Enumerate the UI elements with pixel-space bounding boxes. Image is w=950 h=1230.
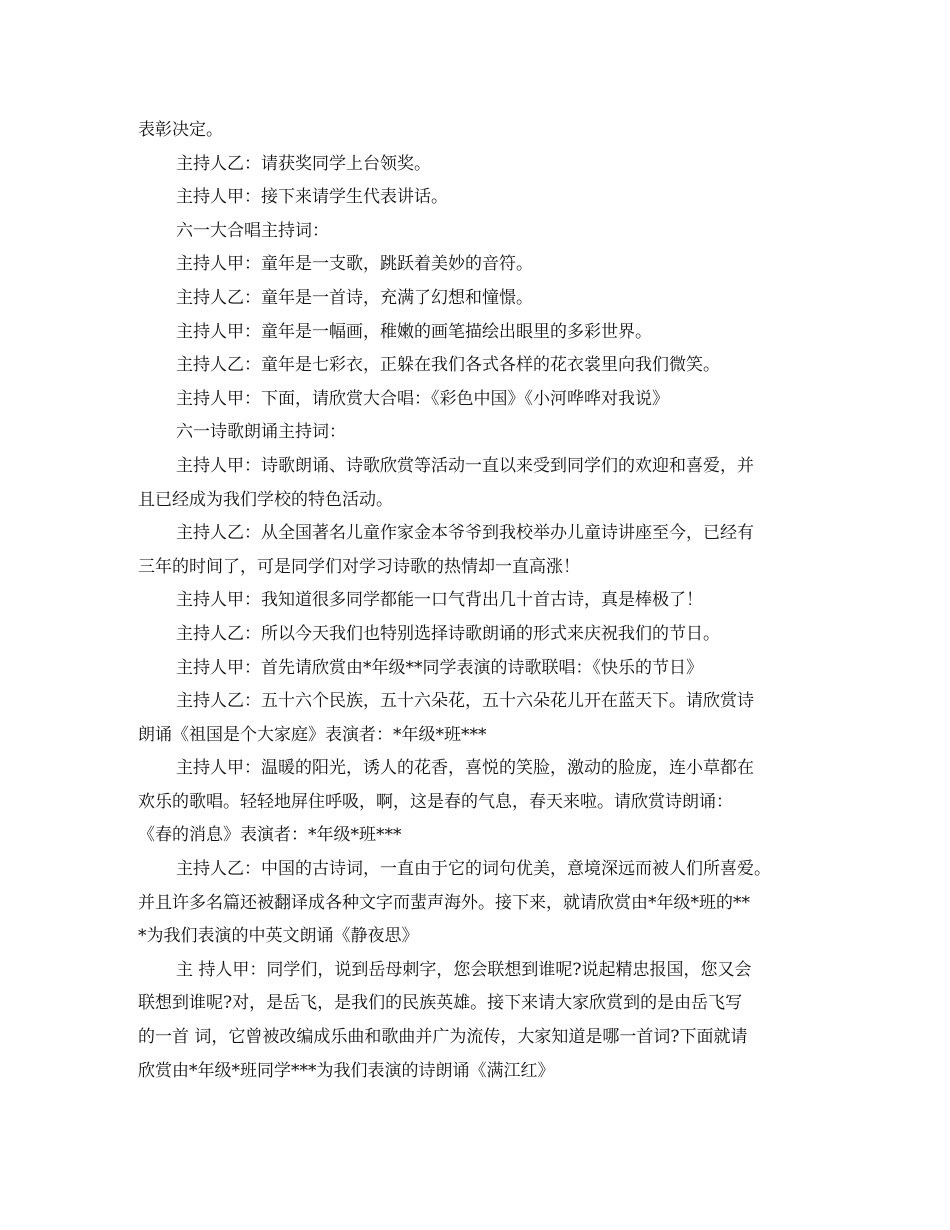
text-line: 朗诵《祖国是个大家庭》表演者：*年级*班***: [138, 724, 487, 745]
text-line: 且已经成为我们学校的特色活动。: [138, 489, 393, 510]
document-body: [138, 114, 818, 1088]
text-line: 主持人乙：所以今天我们也特别选择诗歌朗诵的形式来庆祝我们的节日。: [176, 623, 720, 644]
text-line: 并且许多名篇还被翻译成各种文字而蜚声海外。接下来，就请欣赏由*年级*班的**: [138, 892, 750, 913]
text-line: 主持人甲：童年是一幅画，稚嫩的画笔描绘出眼里的多彩世界。: [176, 321, 652, 342]
text-line: 主持人甲：诗歌朗诵、诗歌欣赏等活动一直以来受到同学们的欢迎和喜爱，并: [176, 455, 754, 476]
text-line: 主持人甲：接下来请学生代表讲话。: [176, 187, 448, 208]
text-line: 主持人甲：下面，请欣赏大合唱：《彩色中国》《小河哗哗对我说》: [176, 388, 669, 409]
text-line: 主持人乙：童年是七彩衣，正躲在我们各式各样的花衣裳里向我们微笑。: [176, 355, 720, 376]
text-line: 联想到谁呢?对，是岳飞，是我们的民族英雄。接下来请大家欣赏到的是由岳飞写: [138, 993, 743, 1014]
text-line: 主持人甲：温暖的阳光，诱人的花香，喜悦的笑脸，激动的脸庞，连小草都在: [176, 758, 754, 779]
text-line: 表彰决定。: [138, 120, 223, 140]
section-heading: 六一诗歌朗诵主持词：: [176, 422, 346, 443]
text-line: 主持人甲：童年是一支歌，跳跃着美妙的音符。: [176, 254, 533, 275]
text-line: 三年的时间了，可是同学们对学习诗歌的热情却一直高涨！: [138, 556, 580, 577]
text-line: 《春的消息》表演者：*年级*班***: [138, 825, 402, 846]
text-line: 主持人乙：请获奖同学上台领奖。: [176, 153, 431, 174]
text-line: 欣赏由*年级*班同学***为我们表演的诗朗诵《满江红》: [138, 1060, 555, 1081]
text-line: 主持人乙：中国的古诗词，一直由于它的词句优美，意境深远而被人们所喜爱。: [176, 859, 771, 880]
text-line: 欢乐的歌唱。轻轻地屏住呼吸，啊，这是春的气息，春天来啦。请欣赏诗朗诵：: [138, 791, 733, 812]
text-line: 主持人乙：五十六个民族，五十六朵花，五十六朵花儿开在蓝天下。请欣赏诗: [176, 691, 754, 712]
text-line: 主 持人甲：同学们，说到岳母刺字，您会联想到谁呢?说起精忠报国，您又会: [176, 959, 752, 980]
text-line: 主持人乙：童年是一首诗，充满了幻想和憧憬。: [176, 287, 533, 308]
text-line: 主持人甲：首先请欣赏由*年级**同学表演的诗歌联唱：《快乐的节日》: [176, 657, 703, 678]
text-line: 主持人乙：从全国著名儿童作家金本爷爷到我校举办儿童诗讲座至今，已经有: [176, 523, 754, 544]
section-heading: 六一大合唱主持词：: [176, 220, 329, 241]
text-line: *为我们表演的中英文朗诵《静夜思》: [138, 926, 419, 947]
text-line: 主持人甲：我知道很多同学都能一口气背出几十首古诗，真是棒极了！: [176, 590, 703, 611]
text-line: 的一首 词，它曾被改编成乐曲和歌曲并广为流传，大家知道是哪一首词?下面就请: [138, 1027, 748, 1048]
